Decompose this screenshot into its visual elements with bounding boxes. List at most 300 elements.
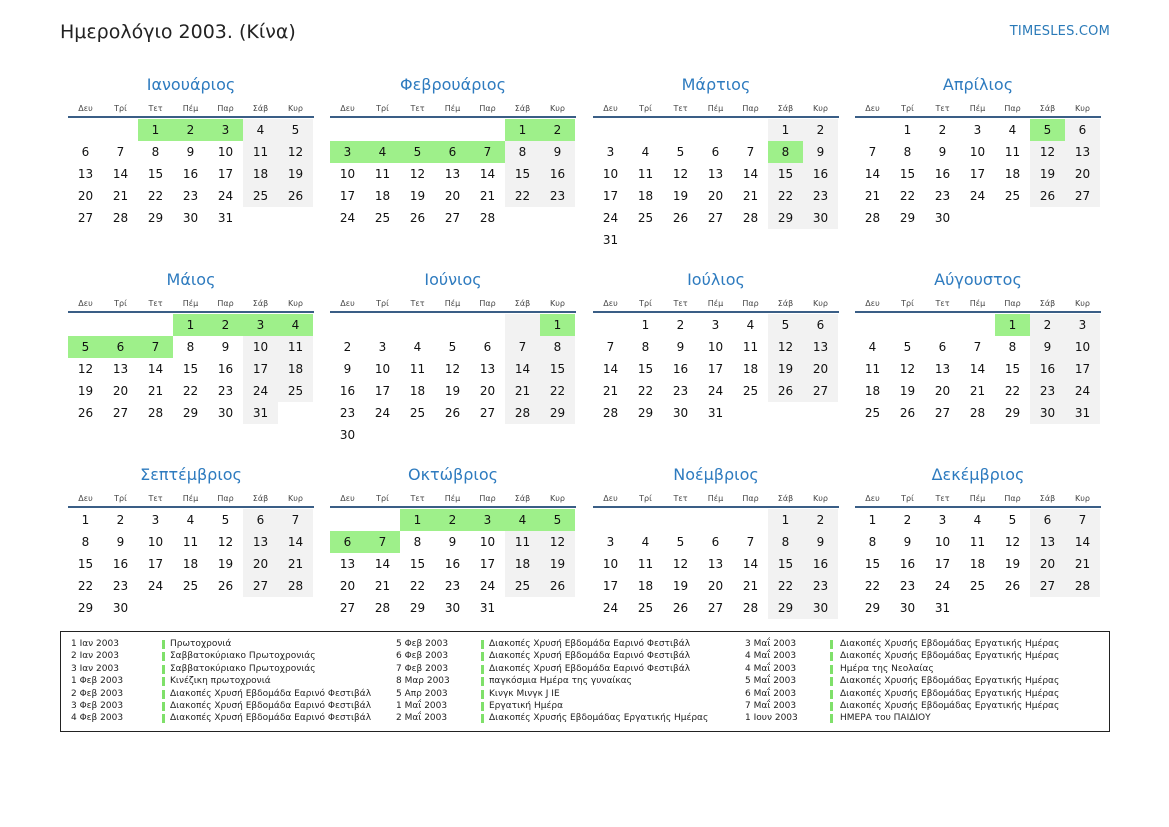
day-cell: 3	[606, 535, 615, 549]
day-cell: 24	[243, 380, 278, 402]
page-title: Ημερολόγιο 2003. (Κίνα)	[60, 21, 296, 43]
weekday-label: Τρί	[376, 494, 389, 503]
day-cell: 6	[803, 314, 838, 336]
day-cell: 12	[77, 362, 94, 376]
day-cell: 29	[768, 207, 803, 229]
weekday-label: Σάβ	[777, 104, 794, 113]
day-cell: 5	[903, 340, 912, 354]
day-cell: 25	[374, 211, 391, 225]
day-cell: 1	[903, 123, 912, 137]
weekday-label: Πέμ	[969, 494, 986, 503]
day-cell: 10	[479, 535, 496, 549]
weekday-header	[855, 98, 1101, 118]
holiday-day-cell: 7	[138, 336, 173, 358]
day-cell: 8	[903, 145, 912, 159]
month-calendar	[855, 267, 1101, 424]
weekday-label: Τρί	[114, 104, 127, 113]
day-cell: 21	[1065, 553, 1100, 575]
day-cell: 3	[973, 123, 982, 137]
holiday-date: 2 Φεβ 2003	[71, 688, 124, 699]
weekday-label: Σάβ	[1039, 299, 1056, 308]
weekday-label: Σάβ	[252, 299, 269, 308]
day-cell: 28	[505, 402, 540, 424]
holiday-day-cell: 7	[365, 531, 400, 553]
day-cell: 27	[339, 601, 356, 615]
day-cell: 2	[676, 318, 685, 332]
day-cell: 9	[186, 145, 195, 159]
day-cell: 27	[1030, 575, 1065, 597]
day-cell: 23	[444, 579, 461, 593]
holiday-date: 1 Μαΐ 2003	[396, 700, 448, 711]
empty-cell	[400, 314, 435, 336]
holiday-date: 2 Μαΐ 2003	[396, 713, 448, 724]
days-grid	[68, 314, 314, 424]
day-cell: 1	[768, 119, 803, 141]
day-cell: 17	[479, 557, 496, 571]
empty-cell	[628, 119, 663, 141]
weekday-label: Δευ	[603, 494, 618, 503]
day-cell: 23	[934, 189, 951, 203]
holiday-marker	[830, 714, 833, 723]
day-cell: 26	[540, 575, 575, 597]
day-cell: 20	[77, 189, 94, 203]
empty-cell	[628, 509, 663, 531]
day-cell: 4	[243, 119, 278, 141]
day-cell: 7	[746, 535, 755, 549]
weekday-label: Πέμ	[969, 104, 986, 113]
day-cell: 22	[637, 384, 654, 398]
day-cell: 17	[339, 189, 356, 203]
day-cell: 12	[672, 167, 689, 181]
month-name: Νοέμβριος	[673, 465, 759, 484]
day-cell: 17	[243, 358, 278, 380]
day-cell: 16	[339, 384, 356, 398]
day-cell: 26	[1004, 579, 1021, 593]
day-cell: 17	[1065, 358, 1100, 380]
weekday-label: Σάβ	[514, 104, 531, 113]
month-calendar	[593, 267, 839, 424]
day-cell: 8	[505, 141, 540, 163]
day-cell: 14	[505, 358, 540, 380]
weekday-label: Κυρ	[813, 494, 828, 503]
weekday-label: Τρί	[901, 494, 914, 503]
day-cell: 5	[448, 340, 457, 354]
day-cell: 15	[637, 362, 654, 376]
weekday-label: Τετ	[935, 104, 950, 113]
day-cell: 7	[116, 145, 125, 159]
day-cell: 15	[899, 167, 916, 181]
holiday-name: Διακοπές Χρυσή Εβδομάδα Εαρινό Φεστιβάλ	[489, 639, 691, 649]
day-cell: 14	[1065, 531, 1100, 553]
holiday-marker	[481, 640, 484, 649]
day-cell: 21	[479, 189, 496, 203]
weekday-header	[330, 293, 576, 313]
day-cell: 4	[413, 340, 422, 354]
weekday-header	[330, 488, 576, 508]
weekday-label: Τετ	[410, 299, 425, 308]
empty-cell	[330, 314, 365, 336]
weekday-label: Τρί	[901, 104, 914, 113]
day-cell: 5	[221, 513, 230, 527]
day-cell: 14	[742, 167, 759, 181]
empty-cell	[103, 119, 138, 141]
day-cell: 21	[742, 189, 759, 203]
empty-cell	[330, 509, 365, 531]
day-cell: 27	[707, 211, 724, 225]
day-cell: 14	[278, 531, 313, 553]
site-link[interactable]: TIMESLES.COM	[1009, 24, 1110, 39]
weekday-header	[68, 488, 314, 508]
day-cell: 29	[147, 211, 164, 225]
day-cell: 15	[505, 163, 540, 185]
holiday-date: 1 Ιουν 2003	[745, 713, 798, 724]
empty-cell	[698, 509, 733, 531]
day-cell: 6	[711, 535, 720, 549]
day-cell: 9	[1030, 336, 1065, 358]
day-cell: 1	[868, 513, 877, 527]
day-cell: 24	[339, 211, 356, 225]
day-cell: 2	[903, 513, 912, 527]
holiday-day-cell: 3	[208, 119, 243, 141]
day-cell: 27	[112, 406, 129, 420]
day-cell: 26	[672, 211, 689, 225]
holiday-date: 7 Μαΐ 2003	[745, 700, 797, 711]
day-cell: 16	[112, 557, 129, 571]
day-cell: 26	[1030, 185, 1065, 207]
day-cell: 25	[409, 406, 426, 420]
day-cell: 13	[77, 167, 94, 181]
weekday-label: Πέμ	[182, 494, 199, 503]
day-cell: 16	[672, 362, 689, 376]
holiday-date: 5 Φεβ 2003	[396, 639, 449, 649]
weekday-label: Παρ	[1004, 299, 1021, 308]
empty-cell	[733, 119, 768, 141]
day-cell: 21	[742, 579, 759, 593]
holidays-legend	[60, 631, 1110, 732]
day-cell: 27	[803, 380, 838, 402]
weekday-label: Κυρ	[288, 494, 303, 503]
holiday-name: Διακοπές Χρυσής Εβδομάδας Εργατικής Ημέρας	[840, 651, 1060, 662]
weekday-label: Κυρ	[550, 299, 565, 308]
day-cell: 17	[707, 362, 724, 376]
day-cell: 26	[278, 185, 313, 207]
day-cell: 11	[969, 535, 986, 549]
weekday-label: Κυρ	[288, 104, 303, 113]
day-cell: 18	[182, 557, 199, 571]
day-cell: 15	[768, 163, 803, 185]
day-cell: 14	[742, 557, 759, 571]
day-cell: 23	[672, 384, 689, 398]
day-cell: 26	[217, 579, 234, 593]
holiday-name: Πρωτοχρονιά	[170, 639, 232, 649]
day-cell: 16	[1030, 358, 1065, 380]
day-cell: 12	[1030, 141, 1065, 163]
weekday-label: Δευ	[340, 104, 355, 113]
empty-cell	[365, 509, 400, 531]
day-cell: 18	[278, 358, 313, 380]
weekday-label: Σάβ	[514, 299, 531, 308]
day-cell: 17	[969, 167, 986, 181]
day-cell: 18	[505, 553, 540, 575]
day-cell: 31	[934, 601, 951, 615]
day-cell: 30	[899, 601, 916, 615]
holiday-name: Διακοπές Χρυσής Εβδομάδας Εργατικής Ημέρας	[840, 700, 1060, 711]
day-cell: 6	[1065, 119, 1100, 141]
holiday-name: Διακοπές Χρυσή Εβδομάδα Εαρινό Φεστιβάλ	[489, 663, 691, 674]
day-cell: 25	[1004, 189, 1021, 203]
month-calendar	[593, 462, 839, 619]
day-cell: 25	[505, 575, 540, 597]
holiday-name: παγκόσμια Ημέρα της γυναίκας	[489, 676, 632, 687]
holiday-date: 7 Φεβ 2003	[396, 663, 449, 674]
day-cell: 14	[969, 362, 986, 376]
day-cell: 25	[637, 211, 654, 225]
day-cell: 27	[243, 575, 278, 597]
day-cell: 21	[505, 380, 540, 402]
day-cell: 6	[1030, 509, 1065, 531]
day-cell: 31	[602, 233, 619, 247]
day-cell: 13	[707, 167, 724, 181]
holiday-day-cell: 5	[540, 509, 575, 531]
day-cell: 9	[448, 535, 457, 549]
day-cell: 4	[186, 513, 195, 527]
day-cell: 12	[540, 531, 575, 553]
month-name: Ιούνιος	[424, 270, 482, 289]
holiday-name: Σαββατοκύριακο Πρωτοχρονιάς	[170, 651, 316, 662]
day-cell: 16	[934, 167, 951, 181]
day-cell: 19	[444, 384, 461, 398]
holiday-date: 1 Φεβ 2003	[71, 676, 124, 687]
weekday-label: Τρί	[639, 494, 652, 503]
holiday-date: 1 Ιαν 2003	[71, 639, 119, 649]
day-cell: 6	[711, 145, 720, 159]
day-cell: 11	[1004, 145, 1021, 159]
empty-cell	[330, 119, 365, 141]
day-cell: 20	[444, 189, 461, 203]
weekday-label: Κυρ	[550, 104, 565, 113]
day-cell: 7	[868, 145, 877, 159]
day-cell: 13	[339, 557, 356, 571]
holiday-marker	[481, 690, 484, 699]
empty-cell	[593, 509, 628, 531]
day-cell: 16	[899, 557, 916, 571]
weekday-label: Πέμ	[444, 494, 461, 503]
weekday-label: Τετ	[935, 299, 950, 308]
day-cell: 6	[938, 340, 947, 354]
day-cell: 23	[899, 579, 916, 593]
day-cell: 5	[676, 535, 685, 549]
days-grid	[593, 119, 839, 251]
weekday-label: Δευ	[865, 494, 880, 503]
day-cell: 2	[343, 340, 352, 354]
day-cell: 15	[409, 557, 426, 571]
day-cell: 8	[768, 531, 803, 553]
day-cell: 23	[803, 185, 838, 207]
day-cell: 20	[479, 384, 496, 398]
day-cell: 26	[672, 601, 689, 615]
day-cell: 8	[81, 535, 90, 549]
empty-cell	[663, 119, 698, 141]
day-cell: 18	[742, 362, 759, 376]
day-cell: 13	[1030, 531, 1065, 553]
day-cell: 23	[217, 384, 234, 398]
weekday-label: Τρί	[901, 299, 914, 308]
day-cell: 16	[444, 557, 461, 571]
day-cell: 22	[1004, 384, 1021, 398]
holiday-day-cell: 3	[243, 314, 278, 336]
day-cell: 17	[934, 557, 951, 571]
holiday-marker	[481, 665, 484, 674]
day-cell: 29	[899, 211, 916, 225]
holiday-day-cell: 1	[995, 314, 1030, 336]
day-cell: 15	[77, 557, 94, 571]
day-cell: 29	[409, 601, 426, 615]
holiday-marker	[162, 677, 165, 686]
days-grid	[330, 119, 576, 229]
day-cell: 11	[864, 362, 881, 376]
day-cell: 17	[147, 557, 164, 571]
day-cell: 18	[374, 189, 391, 203]
weekday-label: Παρ	[479, 299, 496, 308]
day-cell: 20	[707, 189, 724, 203]
holiday-day-cell: 3	[470, 509, 505, 531]
day-cell: 22	[182, 384, 199, 398]
day-cell: 12	[768, 336, 803, 358]
weekday-label: Τρί	[114, 299, 127, 308]
day-cell: 13	[444, 167, 461, 181]
day-cell: 13	[112, 362, 129, 376]
month-calendar	[330, 72, 576, 229]
day-cell: 28	[742, 601, 759, 615]
day-cell: 12	[444, 362, 461, 376]
weekday-label: Δευ	[340, 299, 355, 308]
holiday-day-cell: 6	[330, 531, 365, 553]
day-cell: 24	[934, 579, 951, 593]
day-cell: 31	[1065, 402, 1100, 424]
day-cell: 9	[116, 535, 125, 549]
day-cell: 5	[768, 314, 803, 336]
weekday-label: Τρί	[639, 104, 652, 113]
weekday-label: Παρ	[217, 104, 234, 113]
holiday-day-cell: 4	[278, 314, 313, 336]
day-cell: 11	[505, 531, 540, 553]
empty-cell	[365, 314, 400, 336]
day-cell: 19	[217, 557, 234, 571]
empty-cell	[435, 119, 470, 141]
empty-cell	[505, 314, 540, 336]
day-cell: 12	[1004, 535, 1021, 549]
holiday-day-cell: 1	[400, 509, 435, 531]
weekday-label: Τετ	[410, 494, 425, 503]
empty-cell	[138, 314, 173, 336]
empty-cell	[365, 119, 400, 141]
weekday-label: Κυρ	[813, 299, 828, 308]
day-cell: 21	[278, 553, 313, 575]
weekday-label: Σάβ	[777, 299, 794, 308]
day-cell: 14	[602, 362, 619, 376]
day-cell: 31	[479, 601, 496, 615]
weekday-label: Κυρ	[1075, 104, 1090, 113]
day-cell: 28	[969, 406, 986, 420]
day-cell: 8	[151, 145, 160, 159]
month-name: Μάιος	[166, 270, 216, 289]
day-cell: 28	[602, 406, 619, 420]
day-cell: 30	[934, 211, 951, 225]
day-cell: 17	[602, 189, 619, 203]
day-cell: 12	[672, 557, 689, 571]
day-cell: 11	[637, 557, 654, 571]
weekday-header	[855, 293, 1101, 313]
weekday-header	[593, 98, 839, 118]
day-cell: 29	[637, 406, 654, 420]
day-cell: 30	[182, 211, 199, 225]
day-cell: 28	[1065, 575, 1100, 597]
day-cell: 21	[374, 579, 391, 593]
day-cell: 4	[641, 145, 650, 159]
day-cell: 20	[1065, 163, 1100, 185]
weekday-label: Δευ	[78, 104, 93, 113]
day-cell: 23	[540, 185, 575, 207]
day-cell: 30	[444, 601, 461, 615]
day-cell: 7	[278, 509, 313, 531]
weekday-label: Σάβ	[1039, 104, 1056, 113]
day-cell: 24	[602, 211, 619, 225]
empty-cell	[593, 314, 628, 336]
month-name: Σεπτέμβριος	[140, 465, 242, 484]
weekday-label: Παρ	[742, 494, 759, 503]
month-calendar	[855, 462, 1101, 619]
day-cell: 13	[243, 531, 278, 553]
holiday-name: Διακοπές Χρυσής Εβδομάδας Εργατικής Ημέρας	[840, 688, 1060, 699]
weekday-label: Πέμ	[707, 494, 724, 503]
weekday-label: Πέμ	[182, 299, 199, 308]
holiday-name: Διακοπές Χρυσής Εβδομάδας Εργατικής Ημέρας	[489, 713, 709, 724]
weekday-label: Τετ	[673, 104, 688, 113]
holiday-day-cell: 1	[505, 119, 540, 141]
day-cell: 20	[934, 384, 951, 398]
weekday-label: Δευ	[78, 494, 93, 503]
holiday-day-cell: 5	[400, 141, 435, 163]
day-cell: 19	[1004, 557, 1021, 571]
holiday-day-cell: 4	[505, 509, 540, 531]
holiday-day-cell: 6	[103, 336, 138, 358]
day-cell: 9	[540, 141, 575, 163]
day-cell: 26	[768, 380, 803, 402]
weekday-label: Κυρ	[1075, 299, 1090, 308]
holiday-marker	[162, 665, 165, 674]
holiday-name: Ημέρα της Νεολαίας	[840, 663, 934, 674]
holiday-marker	[830, 665, 833, 674]
day-cell: 11	[243, 141, 278, 163]
holiday-name: Διακοπές Χρυσής Εβδομάδας Εργατικής Ημέρας	[840, 639, 1060, 649]
days-grid	[855, 119, 1101, 229]
day-cell: 5	[676, 145, 685, 159]
day-cell: 2	[116, 513, 125, 527]
holiday-day-cell: 2	[173, 119, 208, 141]
day-cell: 20	[339, 579, 356, 593]
day-cell: 3	[151, 513, 160, 527]
holiday-date: 5 Μαΐ 2003	[745, 676, 797, 687]
day-cell: 29	[540, 402, 575, 424]
day-cell: 13	[707, 557, 724, 571]
month-calendar	[593, 72, 839, 251]
holiday-marker	[481, 714, 484, 723]
holiday-day-cell: 1	[540, 314, 575, 336]
weekday-label: Κυρ	[550, 494, 565, 503]
holiday-day-cell: 5	[68, 336, 103, 358]
day-cell: 27	[707, 601, 724, 615]
weekday-label: Δευ	[340, 494, 355, 503]
